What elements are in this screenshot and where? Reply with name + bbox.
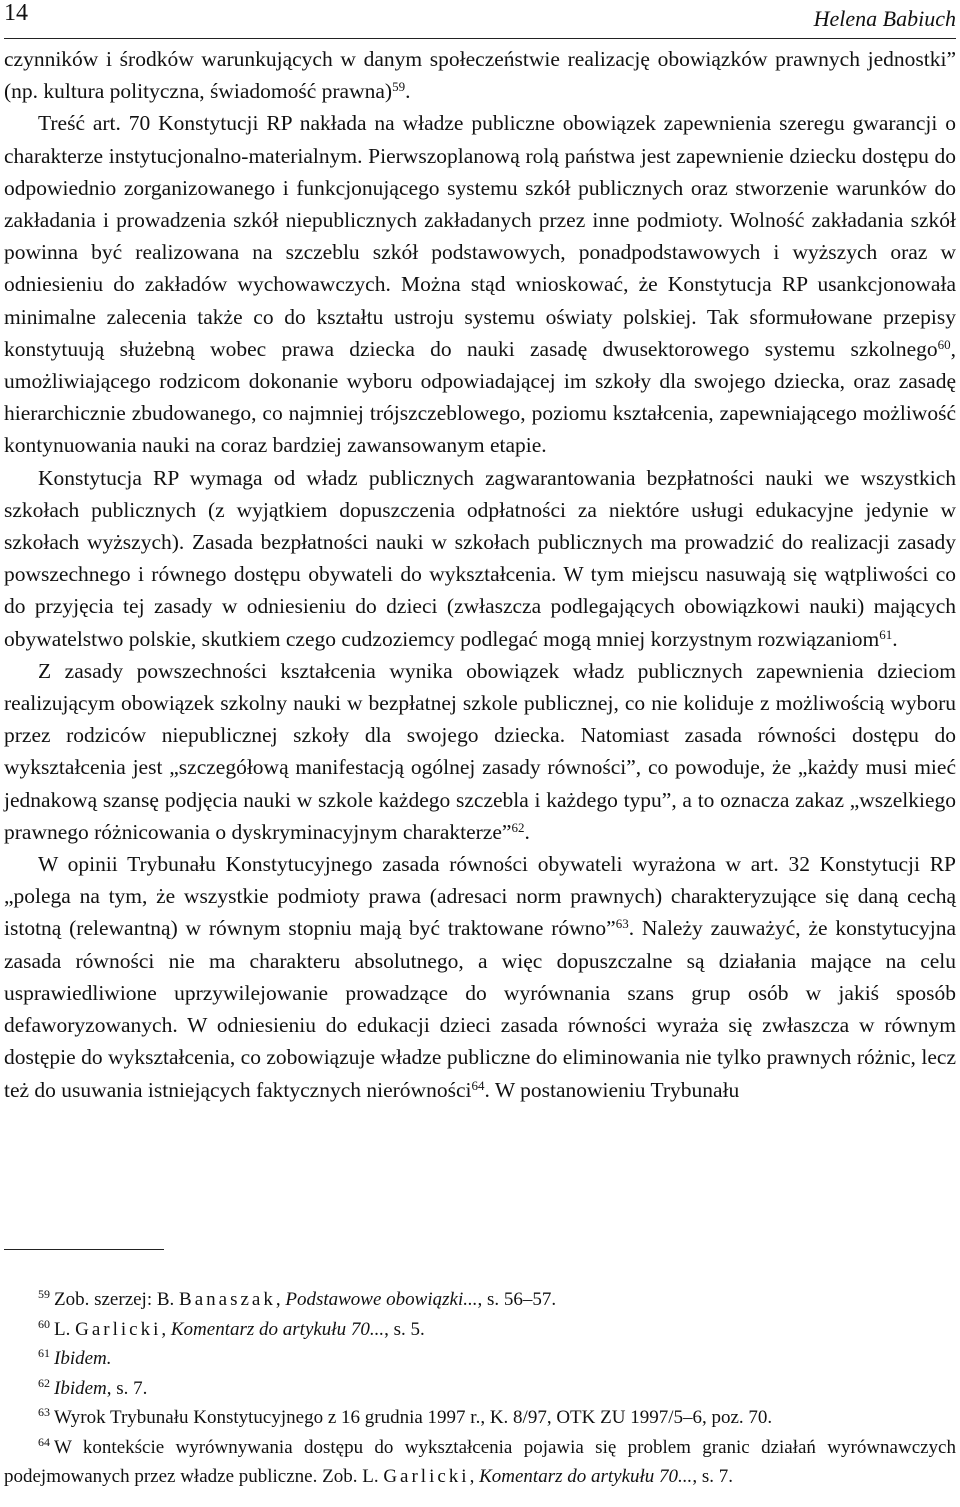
main-text — [4, 43, 956, 1106]
paragraph-text: . Należy zauważyć, że konstytucyjna zasada równości nie ma charakteru absolutnego, a więc dopuszczalne są działania mające na celu usprawiedliwione uprzywilejowanie prowadzące do wyrównania szans grup osób w jakiś sposób defaworyzowanych. W odniesieniu do edukacji dzieci zasada równości wyraża się zwłaszcza w równym dostępie do wykształcenia, co zobowiązuje władze publiczne do eliminowania nie tylko prawnych różnic, lecz też do usuwania istniejących faktycznych nierówności — [4, 916, 956, 1102]
footnote-text: , s. 7. — [106, 1377, 148, 1399]
footnote-number: 61 — [38, 1346, 50, 1360]
footnote-separator — [4, 1249, 164, 1250]
footnote — [4, 1285, 956, 1315]
running-header — [4, 0, 956, 39]
paragraph — [4, 107, 956, 461]
footnote-text: L. — [54, 1318, 76, 1340]
paragraph-text: . — [405, 79, 411, 104]
footnote-author: Garlicki — [75, 1318, 162, 1340]
footnote-number: 60 — [38, 1316, 50, 1331]
paragraph-text: . — [892, 626, 898, 651]
footnote-ref: 64 — [471, 1077, 485, 1093]
footnote-title: Podstawowe obowiązki... — [285, 1289, 478, 1310]
paragraph-continued — [4, 43, 956, 107]
footnote-text: , — [161, 1318, 171, 1340]
footnote-text: Wyrok Trybunału Konstytucyjnego z 16 grudnia 1997 r., K. 8/97, OTK ZU 1997/5–6, poz. 70. — [54, 1407, 773, 1428]
footnote-text: , s. 7. — [692, 1466, 733, 1487]
footnote — [4, 1433, 956, 1492]
footnote-number: 63 — [38, 1405, 50, 1419]
footnote-text: , s. 56–57. — [477, 1289, 557, 1310]
paragraph — [4, 462, 956, 655]
footnote-ref: 63 — [615, 916, 629, 932]
footnote-number: 59 — [38, 1287, 50, 1301]
footnote-title: Komentarz do artykułu 70... — [479, 1466, 693, 1487]
footnotes — [4, 1285, 956, 1492]
footnote-ref: 62 — [511, 819, 525, 835]
paragraph-text: . — [524, 819, 530, 844]
paragraph-text: czynników i środków warunkujących w danym społeczeństwie realizację obowiązków prawnych jednostki” (np. kultura polityczna, świadomość prawna) — [4, 47, 956, 104]
footnote-text: Zob. szerzej: B. — [54, 1289, 180, 1310]
footnote-author: Banaszak — [179, 1289, 276, 1310]
footnote-title: Ibidem — [54, 1377, 107, 1399]
paragraph — [4, 848, 956, 1106]
page-number: 14 — [4, 0, 28, 26]
footnote-title: Ibidem. — [54, 1348, 112, 1369]
footnote-text: W kontekście wyrównywania dostępu do wykształcenia pojawia się problem granic działań wyrównawczych podejmowanych przez władze publiczne. Zob. L. — [4, 1436, 956, 1487]
paragraph-text: , umożliwiającego rodzicom dokonanie wyboru odpowiadającej im szkoły dla swojego dziecka, oraz zasadę hierarchicznie zbudowanego, co najmniej trójszczeblowego, poziomu kształcenia, zapewniającego możliwość kontynuowania nauki na coraz bardziej zawansowanym etapie. — [4, 336, 956, 458]
footnote — [4, 1403, 956, 1433]
paragraph-text: Treść art. 70 Konstytucji RP nakłada na władze publiczne obowiązek zapewnienia szeregu gwarancji o charakterze instytucjonalno-materialnym. Pierwszoplanową rolą państwa jest zapewnienie dziecku dostępu do odpowiednio zorganizowanego i funkcjonującego systemu szkół publicznych oraz stworzenie warunków do zakładania i prowadzenia szkół niepublicznych zakładanych przez inne podmioty. Wolność zakładania szkół powinna być realizowana na szczeblu szkół podstawowych, ponadpodstawowych i wyższych oraz w odniesieniu do zakładów wychowawczych. Można stąd wnioskować, że Konstytucja RP usankcjonowała minimalne zalecenia także co do kształtu ustroju systemu oświaty polskiej. Tak sformułowane przepisy konstytuują służebną wobec prawa dziecka do nauki zasadę dwusektorowego systemu szkolnego — [4, 111, 956, 361]
footnote-ref: 61 — [879, 626, 893, 642]
footnote — [4, 1374, 956, 1404]
footnote-ref: 59 — [392, 79, 406, 95]
footnote-title: Komentarz do artykułu 70... — [170, 1318, 385, 1340]
footnote-text: , s. 5. — [384, 1318, 425, 1340]
footnote — [4, 1315, 956, 1345]
paragraph-text: . W postanowieniu Trybunału — [484, 1077, 740, 1102]
footnote-text: , — [469, 1466, 480, 1487]
footnote-number: 64 — [38, 1434, 50, 1449]
footnote — [4, 1344, 956, 1374]
running-head-author: Helena Babiuch — [813, 6, 956, 31]
footnote-author: Garlicki — [383, 1466, 470, 1487]
paragraph — [4, 655, 956, 848]
paragraph-text: W opinii Trybunału Konstytucyjnego zasada równości obywateli wyrażona w art. 32 Konstytucji RP „polega na tym, że wszystkie podmioty prawa (adresaci norm prawnych) charakteryzujące się daną cechą istotną (relewantną) w równym stopniu mają być traktowane równo” — [4, 852, 956, 941]
paragraph-text: Z zasady powszechności kształcenia wynika obowiązek władz publicznych zapewnienia dzieciom realizującym obowiązek szkolny nauki w bezpłatnej szkole publicznej, co nie koliduje z możliwością wyboru przez rodziców niepublicznej szkoły dla swojego dziecka. Natomiast zasada równości dostępu do wykształcenia jest „szczegółową manifestacją ogólnej zasady równości”, co powoduje, że „każdy musi mieć jednakową szansę podjęcia nauki w szkole każdego szczebla i każdego typu”, a to oznacza zakaz „wszelkiego prawnego różnicowania o dyskryminacyjnym charakterze” — [4, 658, 956, 844]
paragraph-text: Konstytucja RP wymaga od władz publicznych zagwarantowania bezpłatności nauki we wszystkich szkołach publicznych (z wyjątkiem dopuszczenia odpłatności za niektóre usługi edukacyjne jedynie w szkołach wyższych). Zasada bezpłatności nauki w szkołach publicznych ma prowadzić do realizacji zasady powszechnego i równego dostępu obywateli do wykształcenia. W tym miejscu nasuwają się wątpliwości co do przyjęcia tej zasady w odniesieniu do dzieci (zwłaszcza podlegających obowiązkowi nauki) mających obywatelstwo polskie, skutkiem czego cudzoziemcy podlegać mogą mniej korzystnym rozwiązaniom — [4, 465, 956, 651]
footnote-text: , — [275, 1289, 286, 1310]
footnote-number: 62 — [38, 1375, 50, 1390]
footnote-ref: 60 — [937, 336, 951, 352]
